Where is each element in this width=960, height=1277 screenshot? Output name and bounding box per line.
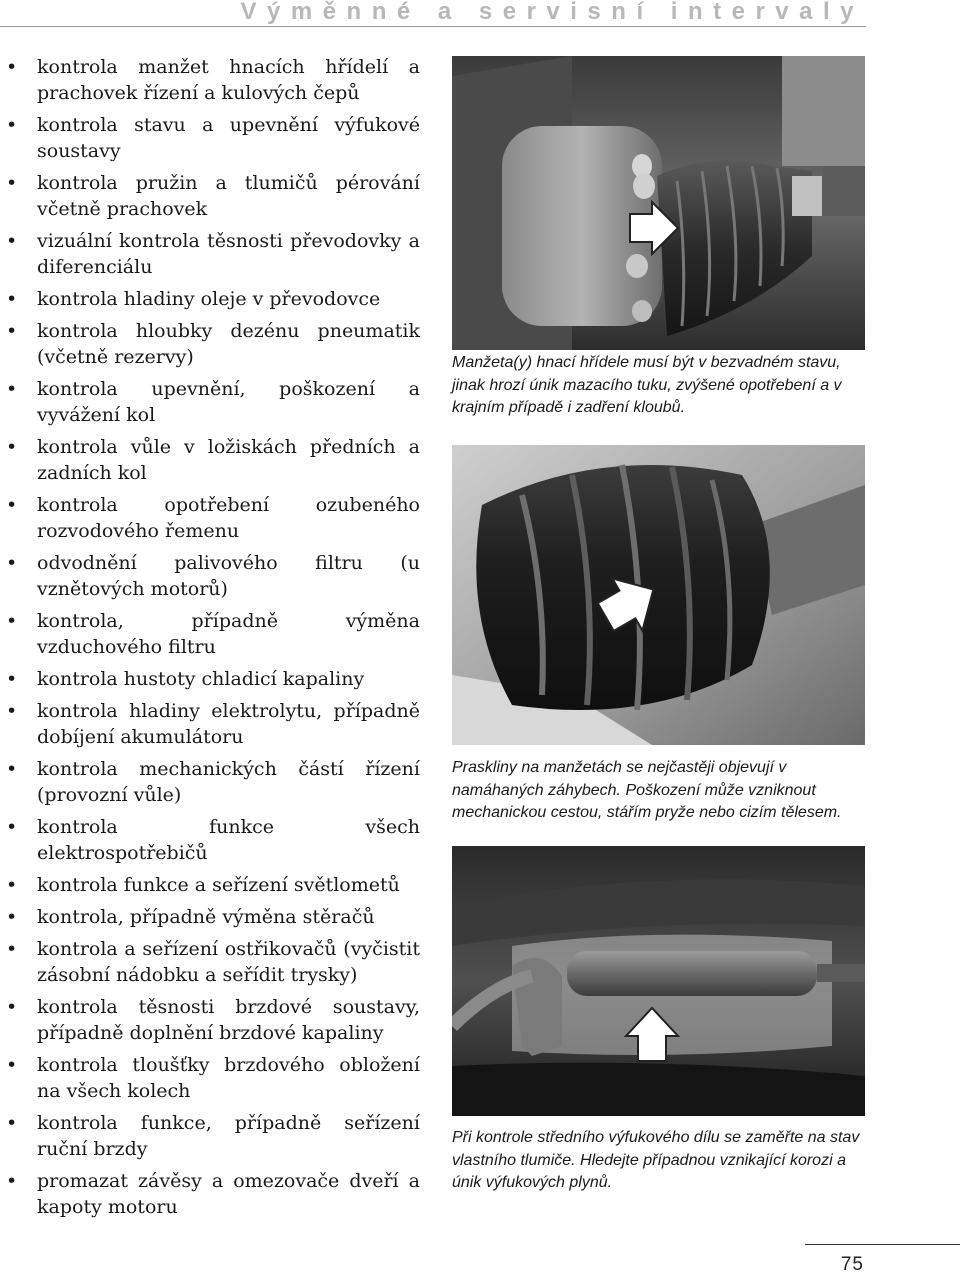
checklist-item: • kontrola hladiny oleje v převodovce — [0, 286, 420, 312]
checklist-item: • kontrola tloušťky brzdového obložení na všech kolech — [0, 1052, 420, 1104]
checklist-item: • kontrola manžet hnacích hřídelí a prachovek řízení a kulových čepů — [0, 54, 420, 106]
checklist-item: • kontrola stavu a upevnění výfukové soustavy — [0, 112, 420, 164]
figure-caption: Praskliny na manžetách se nejčastěji objevují v namáhaných záhybech. Poškození může vzniknout mechanickou cestou, stářím pryže nebo cizím tělesem. — [452, 759, 842, 821]
checklist-item: • kontrola hloubky dezénu pneumatik (včetně rezervy) — [0, 318, 420, 370]
header-rule — [0, 26, 866, 27]
page-number: 75 — [840, 1254, 864, 1275]
figure-caption: Při kontrole středního výfukového dílu se zaměřte na stav vlastního tlumiče. Hledejte případnou vznikající korozi a únik výfukových plynů. — [452, 1129, 860, 1191]
checklist-item: • kontrola a seřízení ostřikovačů (vyčistit zásobní nádobku a seřídit trysky) — [0, 936, 420, 988]
photo-driveshaft-boot — [452, 56, 865, 350]
footer-rule — [805, 1244, 960, 1245]
photo-cracked-boot — [452, 445, 865, 745]
driveshaft-boot-image — [452, 56, 865, 350]
exhaust-silencer-image — [452, 846, 865, 1116]
checklist-item: • kontrola upevnění, poškození a vyvážení kol — [0, 376, 420, 428]
checklist-item: • kontrola vůle v ložiskách předních a zadních kol — [0, 434, 420, 486]
checklist-item: • kontrola, případně výměna stěračů — [0, 904, 420, 930]
checklist-item: • vizuální kontrola těsnosti převodovky a diferenciálu — [0, 228, 420, 280]
checklist-item: • odvodnění palivového filtru (u vznětových motorů) — [0, 550, 420, 602]
checklist-item: • kontrola, případně výměna vzduchového filtru — [0, 608, 420, 660]
checklist-item: • kontrola funkce, případně seřízení ruční brzdy — [0, 1110, 420, 1162]
checklist-item: • kontrola hladiny elektrolytu, případně dobíjení akumulátoru — [0, 698, 420, 750]
checklist-item: • kontrola hustoty chladicí kapaliny — [0, 666, 420, 692]
checklist-item: • kontrola těsnosti brzdové soustavy, případně doplnění brzdové kapaliny — [0, 994, 420, 1046]
service-checklist — [0, 54, 420, 1226]
checklist-item: • kontrola pružin a tlumičů pérování včetně prachovek — [0, 170, 420, 222]
figure-caption: Manžeta(y) hnací hřídele musí být v bezvadném stavu, jinak hrozí únik mazacího tuku, zvýšené opotřebení a v krajním případě i zadření kloubů. — [452, 354, 842, 416]
page-header-title: Výměnné a servisní intervaly — [240, 0, 864, 25]
checklist-item: • kontrola mechanických částí řízení (provozní vůle) — [0, 756, 420, 808]
checklist-item: • promazat závěsy a omezovače dveří a kapoty motoru — [0, 1168, 420, 1220]
checklist-item: • kontrola opotřebení ozubeného rozvodového řemenu — [0, 492, 420, 544]
checklist-item: • kontrola funkce všech elektrospotřebičů — [0, 814, 420, 866]
photo-exhaust-silencer — [452, 846, 865, 1116]
checklist-item: • kontrola funkce a seřízení světlometů — [0, 872, 420, 898]
cracked-boot-image — [452, 445, 865, 745]
